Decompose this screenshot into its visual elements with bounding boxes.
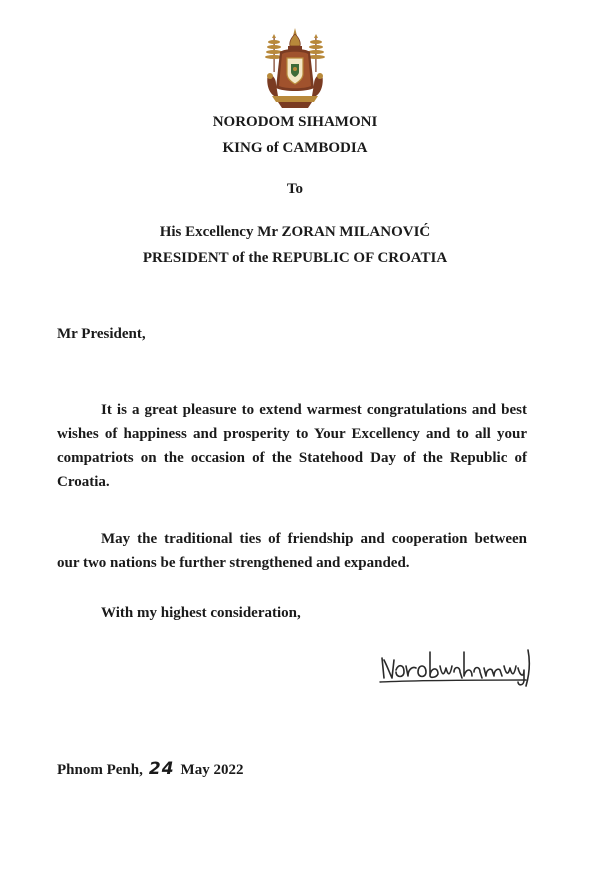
date-day: 24 (148, 759, 175, 779)
salutation: Mr President, (57, 326, 146, 342)
body-paragraph-friendship: May the traditional ties of friendship and cooperation between our two nations be further strengthened and expanded. (57, 531, 527, 571)
sender-title: KING of CAMBODIA (222, 140, 368, 156)
royal-emblem-icon (258, 26, 332, 110)
handwritten-signature-icon (378, 646, 538, 690)
to-label: To (286, 181, 304, 197)
place-and-date (57, 760, 243, 779)
recipient-name: His Excellency Mr ZORAN MILANOVIĆ (159, 224, 431, 240)
recipient-title: PRESIDENT of the REPUBLIC OF CROATIA (142, 250, 448, 266)
place-name: Phnom Penh, (57, 762, 143, 778)
body-paragraph-congratulations: It is a great pleasure to extend warmest congratulations and best wishes of happiness and prosperity to Your Excellency and to all your compatriots on the occasion of the Statehood Day of the Republic of Croatia. (57, 402, 527, 490)
closing-line: With my highest consideration, (101, 605, 301, 621)
date-month-year: May 2022 (180, 762, 244, 778)
sender-name: NORODOM SIHAMONI (212, 114, 378, 130)
